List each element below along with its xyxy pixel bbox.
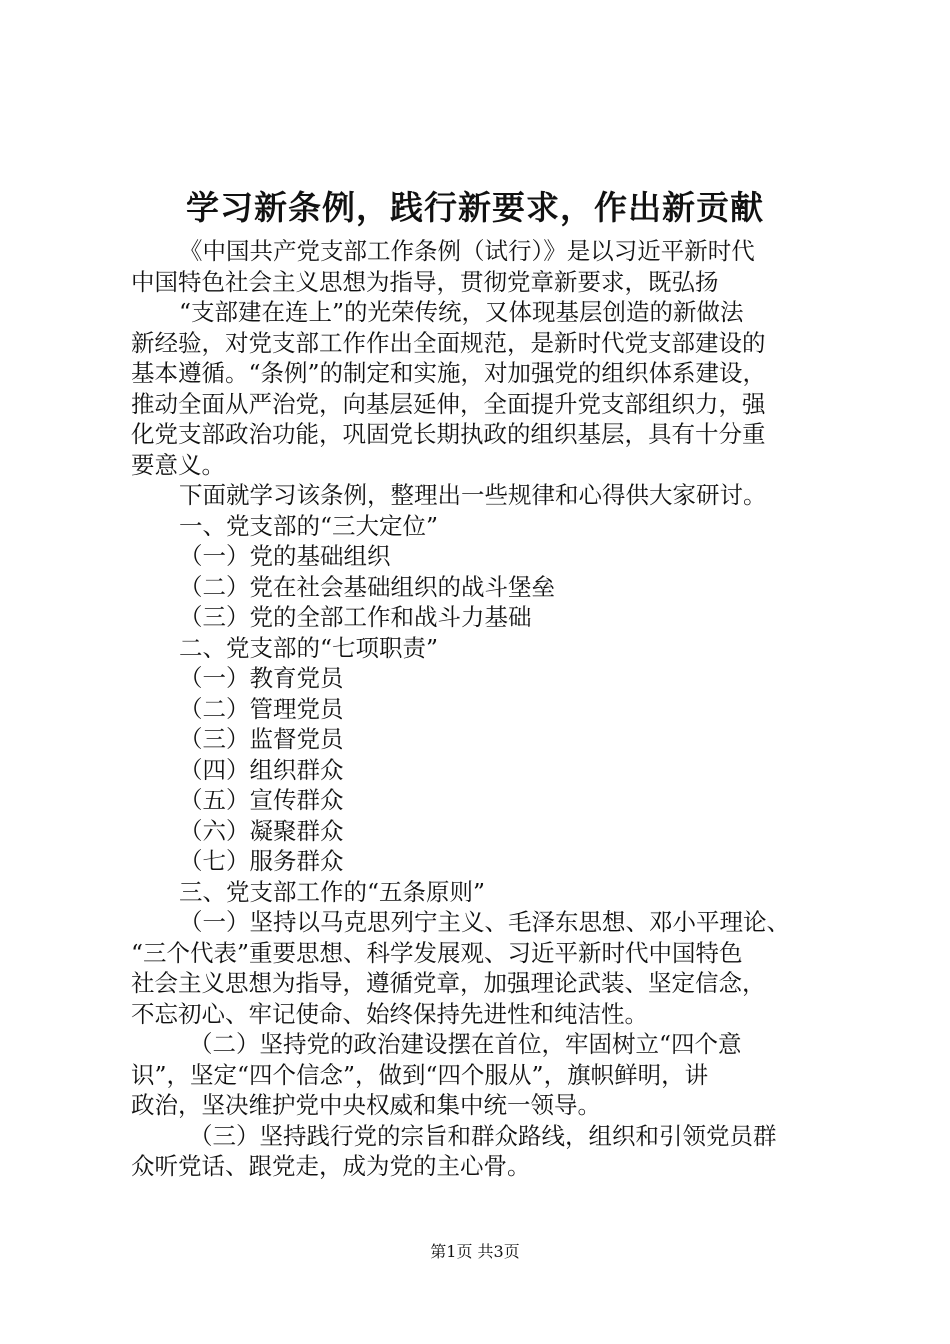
list-item: （三）监督党员: [179, 725, 344, 753]
paragraph-line: 社会主义思想为指导，遵循党章，加强理论武装、坚定信念，: [131, 969, 766, 997]
list-item: （四）组织群众: [179, 755, 344, 784]
section-heading: 三、党支部工作的“五条原则”: [179, 877, 486, 906]
paragraph-line: 《中国共产党支部工作条例（试行）》是以习近平新时代: [179, 237, 755, 265]
paragraph-line: 不忘初心、牢记使命、始终保持先进性和纯洁性。: [131, 999, 648, 1028]
section-heading: 二、党支部的“七项职责”: [179, 633, 439, 662]
list-item: （五）宣传群众: [179, 786, 344, 814]
paragraph-line: 化党支部政治功能，巩固党长期执政的组织基层，具有十分重: [131, 420, 766, 448]
paragraph-line: “支部建在连上”的光荣传统，又体现基层创造的新做法: [179, 298, 744, 326]
paragraph-line: 基本遵循。“条例”的制定和实施，对加强党的组织体系建设，: [131, 359, 767, 387]
paragraph-line: “三个代表”重要思想、科学发展观、习近平新时代中国特色: [131, 938, 743, 967]
list-item: （六）凝聚群众: [179, 816, 344, 845]
list-item: （一）党的基础组织: [179, 542, 391, 570]
paragraph-line: 识”，坚定“四个信念”，做到“四个服从”，旗帜鲜明，讲: [131, 1060, 709, 1089]
list-item: （三）党的全部工作和战斗力基础: [179, 603, 532, 631]
paragraph-line: 推动全面从严治党，向基层延伸，全面提升党支部组织力，强: [131, 389, 766, 418]
list-item: （七）服务群众: [179, 847, 344, 875]
list-item: （一）教育党员: [179, 664, 344, 692]
page-footer: 第1页 共3页: [430, 1242, 520, 1261]
paragraph-line: 下面就学习该条例，整理出一些规律和心得供大家研讨。: [179, 481, 767, 509]
document-body: [131, 236, 843, 1182]
paragraph-line: 中国特色社会主义思想为指导，贯彻党章新要求，既弘扬: [131, 267, 719, 296]
list-item: （二）管理党员: [179, 694, 344, 723]
paragraph-line: 众听党话、跟党走，成为党的主心骨。: [131, 1152, 531, 1180]
paragraph-line: （二）坚持党的政治建设摆在首位，牢固树立“四个意: [189, 1030, 742, 1058]
paragraph-line: 要意义。: [131, 450, 225, 479]
document-title: 学习新条例，践行新要求，作出新贡献: [186, 188, 764, 227]
paragraph-line: （三）坚持践行党的宗旨和群众路线，组织和引领党员群: [189, 1121, 777, 1150]
paragraph-line: 政治，坚决维护党中央权威和集中统一领导。: [131, 1091, 601, 1119]
section-heading: 一、党支部的“三大定位”: [179, 511, 439, 540]
list-item: （二）党在社会基础组织的战斗堡垒: [179, 572, 555, 601]
paragraph-line: （一）坚持以马克思列宁主义、毛泽东思想、邓小平理论、: [179, 908, 790, 936]
paragraph-line: 新经验，对党支部工作作出全面规范，是新时代党支部建设的: [131, 328, 766, 357]
